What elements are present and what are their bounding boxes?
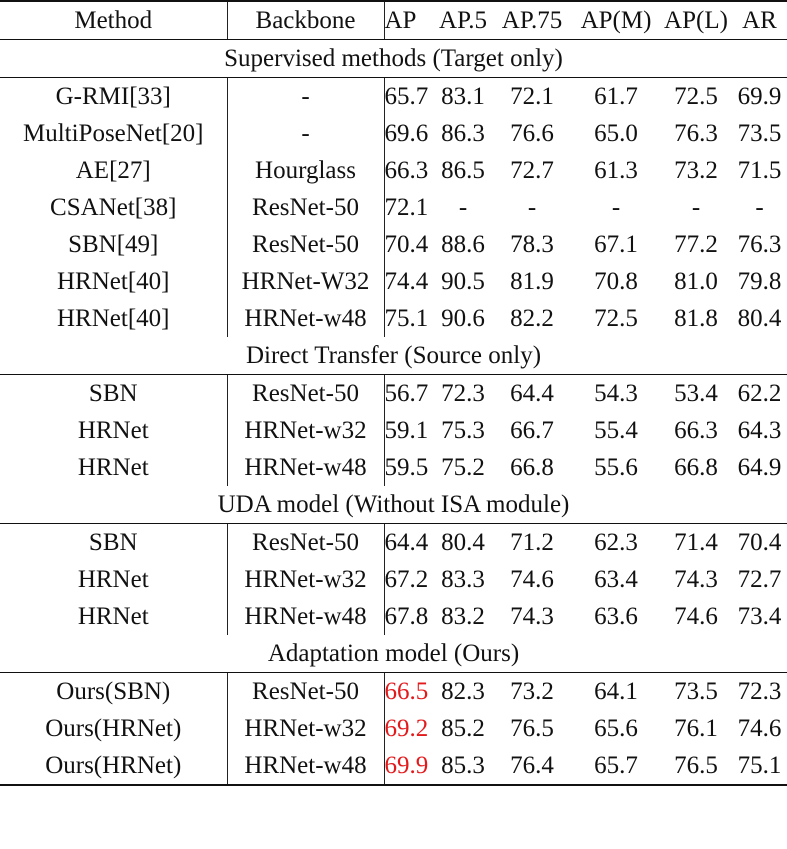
backbone-cell: Hourglass (227, 152, 384, 189)
metric-cell-ar: 72.7 (737, 566, 782, 593)
metric-cell-ap50: 75.3 (441, 417, 485, 444)
metric-cell-apl: 76.5 (660, 747, 732, 785)
metric-cell-apm: 63.6 (594, 603, 638, 630)
metric-cell-ap: 69.2 (384, 715, 429, 742)
metric-cell-ap: 69.9 (384, 747, 434, 785)
table-row (0, 300, 787, 337)
backbone-cell: ResNet-50 (227, 375, 384, 413)
backbone-cell: HRNet-w48 (227, 300, 384, 337)
backbone-cell: HRNet-w48 (227, 598, 384, 635)
metric-cell-apl: 81.0 (674, 268, 718, 295)
metric-cell-ap50: 83.3 (441, 566, 485, 593)
metric-cell-ar: 64.9 (737, 454, 782, 481)
metric-cell-ar: 62.2 (737, 380, 782, 407)
metric-cell-apl: 72.5 (674, 83, 718, 110)
table-row (0, 189, 787, 226)
table-row (0, 598, 787, 635)
method-cell: SBN (88, 380, 138, 407)
section-header-row (0, 486, 787, 524)
column-header-ap: AP (384, 1, 434, 40)
column-header-apl: AP(L) (660, 1, 732, 40)
method-cell: HRNet[40] (57, 305, 170, 332)
table-row (0, 449, 787, 486)
table-row (0, 747, 787, 785)
metric-cell-ap50: 85.2 (441, 715, 485, 742)
backbone-cell: ResNet-50 (227, 189, 384, 226)
metric-cell-ap: 69.6 (384, 120, 429, 147)
section-header-row (0, 40, 787, 78)
metric-cell-ap75: 64.4 (510, 380, 554, 407)
metric-cell-ap50: - (458, 194, 468, 221)
metric-cell-apm: 55.4 (594, 417, 638, 444)
section-header-row (0, 635, 787, 673)
table-row (0, 412, 787, 449)
backbone-cell: - (227, 115, 384, 152)
table-row (0, 115, 787, 152)
section-title: UDA model (Without ISA module) (0, 486, 787, 524)
metric-cell-ap: 64.4 (384, 529, 429, 556)
metric-cell-ap75: 71.2 (510, 529, 554, 556)
metric-cell-ar: 75.1 (732, 747, 787, 785)
metric-cell-ap: 56.7 (384, 380, 429, 407)
table-row (0, 78, 787, 116)
metric-cell-ap75: 76.4 (492, 747, 572, 785)
backbone-cell: ResNet-50 (227, 673, 384, 711)
metric-cell-ar: 70.4 (737, 529, 782, 556)
metric-cell-ap50: 80.4 (441, 529, 485, 556)
metric-cell-apl: - (691, 194, 701, 221)
metric-cell-ap50: 90.6 (441, 305, 485, 332)
method-cell: Ours(HRNet) (0, 747, 227, 785)
metric-cell-apl: 76.1 (674, 715, 718, 742)
metric-cell-apl: 53.4 (674, 380, 718, 407)
metric-cell-apl: 77.2 (674, 231, 718, 258)
metric-cell-ap75: 74.3 (510, 603, 554, 630)
metric-cell-apm: 67.1 (594, 231, 638, 258)
metric-cell-apl: 81.8 (674, 305, 718, 332)
metric-cell-ap: 66.3 (384, 157, 429, 184)
metric-cell-ap75: 78.3 (510, 231, 554, 258)
column-header-ar: AR (732, 1, 787, 40)
metric-cell-ap50: 75.2 (441, 454, 485, 481)
metric-cell-apm: 64.1 (594, 678, 638, 705)
column-header-ap75: AP.75 (492, 1, 572, 40)
metric-cell-ap50: 86.3 (441, 120, 485, 147)
metric-cell-ar: 73.4 (737, 603, 782, 630)
metric-cell-ap: 72.1 (384, 194, 429, 221)
metric-cell-ap75: 81.9 (510, 268, 554, 295)
metric-cell-apm: 62.3 (594, 529, 638, 556)
metric-cell-apl: 66.8 (674, 454, 718, 481)
metric-cell-ap50: 82.3 (441, 678, 485, 705)
method-cell: MultiPoseNet[20] (22, 120, 204, 147)
metric-cell-ar: 73.5 (737, 120, 782, 147)
metric-cell-ap: 70.4 (384, 231, 429, 258)
metric-cell-ar: 76.3 (737, 231, 782, 258)
method-cell: HRNet[40] (57, 268, 170, 295)
metric-cell-ap: 74.4 (384, 268, 429, 295)
backbone-cell: HRNet-w48 (227, 747, 384, 785)
table-row (0, 375, 787, 413)
metric-cell-ar: 69.9 (737, 83, 782, 110)
metric-cell-apm: 72.5 (594, 305, 638, 332)
backbone-cell: ResNet-50 (227, 524, 384, 562)
header-row (0, 1, 787, 40)
method-cell: Ours(HRNet) (45, 715, 182, 742)
metric-cell-ar: 71.5 (737, 157, 782, 184)
backbone-cell: HRNet-w48 (227, 449, 384, 486)
backbone-cell: HRNet-w32 (227, 412, 384, 449)
metric-cell-apl: 73.5 (674, 678, 718, 705)
metric-cell-apl: 73.2 (674, 157, 718, 184)
metric-cell-ar: 74.6 (737, 715, 782, 742)
method-cell: HRNet (77, 603, 149, 630)
metric-cell-apl: 76.3 (674, 120, 718, 147)
method-cell: HRNet (77, 454, 149, 481)
metric-cell-ap75: - (527, 194, 537, 221)
metric-cell-ap: 75.1 (384, 305, 429, 332)
table-row (0, 524, 787, 562)
backbone-cell: ResNet-50 (227, 226, 384, 263)
method-cell: HRNet (77, 417, 149, 444)
method-cell: CSANet[38] (50, 194, 177, 221)
backbone-cell: HRNet-w32 (227, 710, 384, 747)
metric-cell-ap75: 76.6 (510, 120, 554, 147)
metric-cell-ap75: 74.6 (510, 566, 554, 593)
table-row (0, 561, 787, 598)
method-cell: AE[27] (75, 157, 151, 184)
metric-cell-apm: 63.4 (594, 566, 638, 593)
metric-cell-apm: - (611, 194, 621, 221)
table-row (0, 152, 787, 189)
backbone-cell: - (227, 78, 384, 116)
metric-cell-apl: 66.3 (674, 417, 718, 444)
section-title: Direct Transfer (Source only) (0, 337, 787, 375)
section-title: Adaptation model (Ours) (0, 635, 787, 673)
metric-cell-ap50: 72.3 (441, 380, 485, 407)
method-cell: HRNet (77, 566, 149, 593)
section-title: Supervised methods (Target only) (0, 40, 787, 78)
metric-cell-apl: 74.6 (674, 603, 718, 630)
backbone-cell: HRNet-w32 (227, 561, 384, 598)
backbone-cell: HRNet-W32 (227, 263, 384, 300)
column-header-method: Method (0, 1, 227, 40)
metric-cell-ar: 80.4 (737, 305, 782, 332)
metric-cell-ap75: 72.1 (510, 83, 554, 110)
metric-cell-apm: 65.0 (594, 120, 638, 147)
metric-cell-apm: 54.3 (594, 380, 638, 407)
metric-cell-ar: 72.3 (737, 678, 782, 705)
metric-cell-ap50: 85.3 (434, 747, 492, 785)
metric-cell-ap50: 90.5 (441, 268, 485, 295)
method-cell: Ours(SBN) (56, 678, 171, 705)
metric-cell-ap: 67.8 (384, 603, 429, 630)
metric-cell-ap: 65.7 (384, 83, 429, 110)
metric-cell-ap: 59.5 (384, 454, 429, 481)
table-row (0, 263, 787, 300)
metric-cell-apm: 65.6 (594, 715, 638, 742)
metric-cell-ap75: 66.8 (510, 454, 554, 481)
table-row (0, 710, 787, 747)
metric-cell-ar: - (755, 194, 764, 221)
metric-cell-ap50: 86.5 (441, 157, 485, 184)
method-cell: G-RMI[33] (55, 83, 171, 110)
metric-cell-ap50: 83.2 (441, 603, 485, 630)
metric-cell-apm: 70.8 (594, 268, 638, 295)
method-cell: SBN (88, 529, 138, 556)
metric-cell-ar: 64.3 (737, 417, 782, 444)
section-header-row (0, 337, 787, 375)
metric-cell-ap50: 83.1 (441, 83, 485, 110)
metric-cell-apl: 71.4 (674, 529, 718, 556)
metric-cell-ap75: 82.2 (510, 305, 554, 332)
metric-cell-ap75: 73.2 (510, 678, 554, 705)
metric-cell-ap: 59.1 (384, 417, 429, 444)
metric-cell-ap: 67.2 (384, 566, 429, 593)
metric-cell-ap75: 76.5 (510, 715, 554, 742)
column-header-ap50: AP.5 (434, 1, 492, 40)
metric-cell-ap: 66.5 (384, 678, 429, 705)
metric-cell-apm: 61.7 (594, 83, 638, 110)
metric-cell-ap75: 72.7 (510, 157, 554, 184)
metric-cell-apm: 61.3 (594, 157, 638, 184)
method-cell: SBN[49] (68, 231, 159, 258)
table-row (0, 673, 787, 711)
metric-cell-ar: 79.8 (737, 268, 782, 295)
metric-cell-ap50: 88.6 (441, 231, 485, 258)
column-header-backbone: Backbone (227, 1, 384, 40)
metric-cell-ap75: 66.7 (510, 417, 554, 444)
column-header-apm: AP(M) (572, 1, 660, 40)
metric-cell-apm: 55.6 (594, 454, 638, 481)
table-row (0, 226, 787, 263)
metric-cell-apl: 74.3 (674, 566, 718, 593)
metric-cell-apm: 65.7 (572, 747, 660, 785)
